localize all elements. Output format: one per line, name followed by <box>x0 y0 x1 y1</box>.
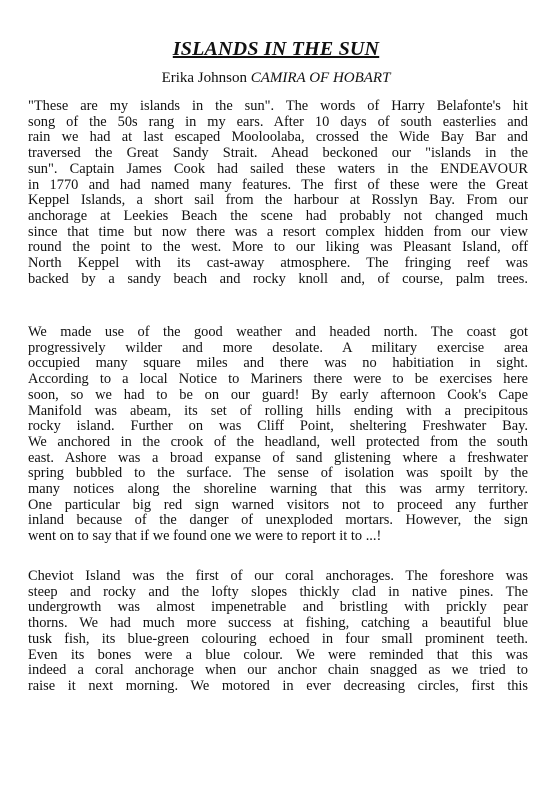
text-line: since that time but now there was a resort complex hidden from our view <box>28 223 528 240</box>
boat-name: CAMIRA OF HOBART <box>250 70 391 86</box>
text-line: Cheviot Island was the first of our coral anchorages. The foreshore was <box>28 568 528 584</box>
text-line: "These are my islands in the sun". The words of Harry Belafonte's hit <box>28 98 528 114</box>
text-line: spring bubbled to the surface. The sense of isolation was spoilt by the <box>28 465 528 482</box>
text-line: thorns. We had much more success at fishing, catching a beautiful blue <box>28 615 528 632</box>
text-line: We anchored in the crook of the headland, well protected from the south <box>28 433 528 450</box>
text-line: We made use of the good weather and headed north. The coast got <box>28 324 528 340</box>
text-line: indeed a coral anchorage when our anchor chain snagged as we tried to <box>28 662 528 679</box>
text-line: One particular big red sign warned visitors not to proceed any further <box>28 496 528 513</box>
text-line: sun". Captain James Cook had sailed these waters in the ENDEAVOUR <box>28 160 528 177</box>
text-line: North Keppel with its cast-away atmosphere. The fringing reef was <box>28 255 528 272</box>
text-line: soon, so we had to be on our guard! By early afternoon Cook's Cape <box>28 386 528 403</box>
paragraph-1 <box>28 99 528 287</box>
text-line: progressively wilder and more desolate. A military exercise area <box>28 339 528 356</box>
text-line: many notices along the shoreline warning that this was army territory. <box>28 481 528 498</box>
text-line: steep and rocky and the lofty slopes thickly clad in native pines. The <box>28 583 528 600</box>
text-line: tusk fish, its blue-green colouring echoed in four small prominent teeth. <box>28 630 528 647</box>
article-title: ISLANDS IN THE SUN <box>172 38 380 60</box>
paragraph-3 <box>28 569 528 695</box>
text-line: raise it next morning. We motored in ever decreasing circles, first this <box>28 677 528 694</box>
text-line: went on to say that if we found one we were to report it to ...! <box>28 528 382 545</box>
text-line: occupied many square miles and there was no habitiation in sight. <box>28 355 528 372</box>
text-line: anchorage at Leekies Beach the scene had probably not changed much <box>28 207 528 224</box>
text-line: Keppel Islands, a short sail from the harbour at Rosslyn Bay. From our <box>28 192 528 209</box>
text-line: in 1770 and had named many features. The first of these were the Great <box>28 176 528 193</box>
text-line: backed by a sandy beach and rocky knoll and, of course, palm trees. <box>28 270 528 287</box>
text-line: inland because of the danger of unexploded mortars. However, the sign <box>28 512 528 529</box>
text-line: rain we had at last escaped Mooloolaba, crossed the Wide Bay Bar and <box>28 129 528 146</box>
author-name: Erika Johnson <box>161 70 247 86</box>
paragraph-2 <box>28 325 528 545</box>
text-line: Manifold was abeam, its set of rolling hills ending with a precipitous <box>28 402 528 419</box>
text-line: rocky island. Further on was Cliff Point, sheltering Freshwater Bay. <box>28 418 528 435</box>
text-line: traversed the Great Sandy Strait. Ahead beckoned our "islands in the <box>28 145 528 162</box>
text-line: song of the 50s rang in my ears. After 10 days of south easterlies and <box>28 113 528 130</box>
byline <box>0 70 552 87</box>
text-line: According to a local Notice to Mariners there were to be exercises here <box>28 371 528 388</box>
text-line: undergrowth was almost impenetrable and bristling with prickly pear <box>28 599 528 616</box>
text-line: Even its bones were a blue colour. We were reminded that this was <box>28 646 528 663</box>
text-line: east. Ashore was a broad expanse of sand glistening where a freshwater <box>28 449 528 466</box>
text-line: round the point to the west. More to our liking was Pleasant Island, off <box>28 239 528 256</box>
